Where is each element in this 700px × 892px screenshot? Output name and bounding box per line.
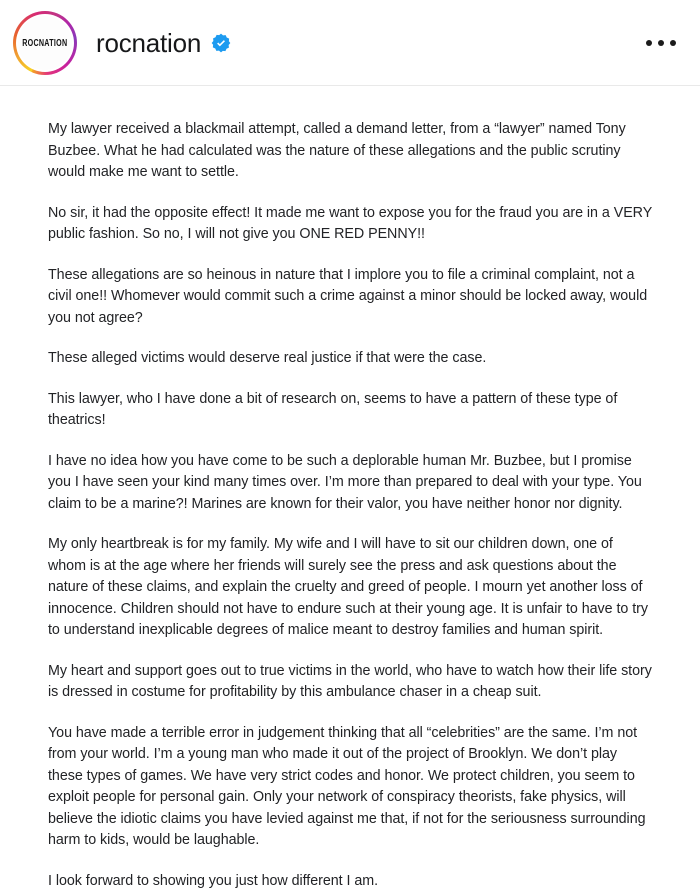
username-link[interactable]: rocnation [96, 30, 201, 56]
verified-badge-icon [211, 33, 231, 53]
post-paragraph: These alleged victims would deserve real justice if that were the case. [48, 348, 652, 370]
post-paragraph: My heart and support goes out to true victims in the world, who have to watch how their life story is dressed in costume for profitability by this ambulance chaser in a cheap suit. [48, 661, 652, 704]
post-paragraph: You have made a terrible error in judgement thinking that all “celebrities” are the same. I’m not from your world. I’m a young man who made it out of the project of Brooklyn. We don’t play these types of games. We have very strict codes and honor. We protect children, you seem to exploit people for personal gain. Only your network of conspiracy theorists, fake physics, will believe the idiotic claims you have levied against me that, if not for the seriousness surrounding harm to kids, would be laughable. [48, 723, 652, 852]
more-options-dot-1 [646, 40, 652, 46]
avatar-ring-gap [16, 14, 74, 72]
avatar[interactable] [18, 16, 72, 70]
post-body [0, 86, 700, 892]
more-options-dot-3 [670, 40, 676, 46]
post-paragraph: This lawyer, who I have done a bit of research on, seems to have a pattern of these type of theatrics! [48, 389, 652, 432]
post-paragraph: My only heartbreak is for my family. My wife and I will have to sit our children down, one of whom is at the age where her friends will surely see the press and ask questions about the nature of these claims, and explain the cruelty and greed of people. I mourn yet another loss of innocence. Children should not have to endure such at their young age. It is unfair to have to try to understand inexplicable degrees of malice meant to destroy families and human spirit. [48, 534, 652, 642]
post-paragraph: No sir, it had the opposite effect! It made me want to expose you for the fraud you are in a VERY public fashion. So no, I will not give you ONE RED PENNY!! [48, 203, 652, 246]
account-identity [96, 30, 644, 56]
post-header [0, 0, 700, 86]
post-paragraph: These allegations are so heinous in nature that I implore you to file a criminal complaint, not a civil one!! Whomever would commit such a crime against a minor should be locked away, would you not agree? [48, 265, 652, 330]
more-options-button[interactable] [644, 32, 678, 54]
more-options-dot-2 [658, 40, 664, 46]
avatar-logo-text: ROCNATION [22, 36, 67, 48]
post-paragraph: I have no idea how you have come to be such a deplorable human Mr. Buzbee, but I promise you I have seen your kind many times over. I’m more than prepared to deal with your type. You claim to be a marine?! Marines are known for their valor, you have neither honor nor dignity. [48, 451, 652, 516]
post-paragraph: I look forward to showing you just how different I am. [48, 871, 652, 892]
avatar-story-ring[interactable] [13, 11, 77, 75]
post-paragraph: My lawyer received a blackmail attempt, called a demand letter, from a “lawyer” named Tony Buzbee. What he had calculated was the nature of these allegations and the public scrutiny would make me want to settle. [48, 119, 652, 184]
